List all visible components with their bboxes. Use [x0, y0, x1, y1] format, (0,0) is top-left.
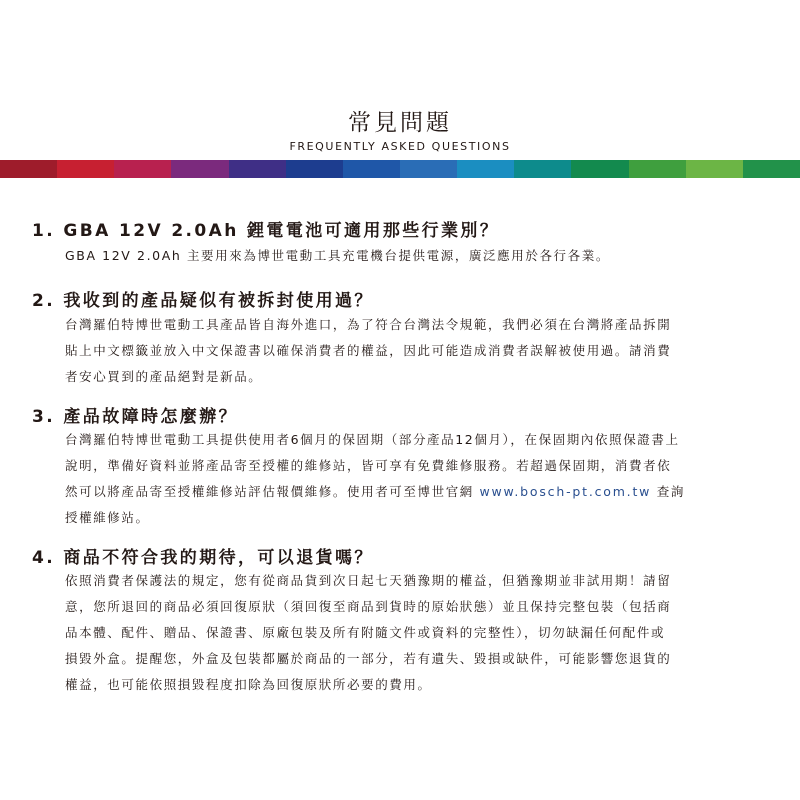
- faq-answer-line: 台灣羅伯特博世電動工具產品皆自海外進口，為了符合台灣法令規範，我們必須在台灣將產品拆開: [65, 317, 672, 332]
- faq-answer-line: 品本體、配件、贈品、保證書、原廠包裝及所有附隨文件或資料的完整性），切勿缺漏任何配件或: [65, 625, 666, 640]
- color-band-segment: [743, 160, 800, 178]
- faq-answer-line: 意，您所退回的商品必須回復原狀（須回復至商品到貨時的原始狀態）並且保持完整包裝（包括商: [65, 599, 672, 614]
- color-band-segment: [171, 160, 228, 178]
- faq-answer-4: [65, 568, 777, 698]
- faq-answer-line: 者安心買到的產品絕對是新品。: [65, 369, 263, 384]
- page-subtitle: FREQUENTLY ASKED QUESTIONS: [289, 140, 511, 153]
- faq-answer-line: GBA 12V 2.0Ah 主要用來為博世電動工具充電機台提供電源，廣泛應用於各行各業。: [65, 248, 610, 263]
- faq-answer-text: 然可以將產品寄至授權維修站評估報價維修。使用者可至博世官網: [65, 484, 480, 499]
- faq-answer-line: 說明，準備好資料並將產品寄至授權的維修站，皆可享有免費維修服務。若超過保固期，消費者依: [65, 458, 672, 473]
- faq-answer-2: [65, 312, 777, 390]
- bosch-website-link[interactable]: www.bosch-pt.com.tw: [479, 484, 652, 499]
- color-band-segment: [400, 160, 457, 178]
- faq-answer-text: 查詢: [651, 484, 685, 499]
- color-band-segment: [229, 160, 286, 178]
- page-title: 常見問題: [348, 110, 452, 136]
- faq-answer-line: 損毀外盒。提醒您，外盒及包裝都屬於商品的一部分，若有遺失、毀損或缺件，可能影響您退貨的: [65, 651, 672, 666]
- faq-question-3: 3. 產品故障時怎麼辦？: [32, 407, 239, 427]
- color-band-segment: [514, 160, 571, 178]
- color-band-segment: [286, 160, 343, 178]
- color-band-segment: [629, 160, 686, 178]
- faq-question-2: 2. 我收到的產品疑似有被拆封使用過？: [32, 291, 374, 311]
- color-band-segment: [57, 160, 114, 178]
- faq-answer-3: [65, 427, 777, 531]
- faq-answer-line: 授權維修站。: [65, 510, 150, 525]
- color-band-segment: [114, 160, 171, 178]
- faq-answer-line: 台灣羅伯特博世電動工具提供使用者6個月的保固期（部分產品12個月），在保固期內依照保證書上: [65, 432, 680, 447]
- color-band-segment: [0, 160, 57, 178]
- color-band: [0, 160, 800, 178]
- color-band-segment: [343, 160, 400, 178]
- faq-answer-line: [65, 479, 777, 505]
- faq-answer-line: 權益，也可能依照損毀程度扣除為回復原狀所必要的費用。: [65, 677, 432, 692]
- color-band-segment: [571, 160, 628, 178]
- color-band-segment: [457, 160, 514, 178]
- faq-answer-line: 貼上中文標籤並放入中文保證書以確保消費者的權益，因此可能造成消費者誤解被使用過。請消費: [65, 343, 672, 358]
- faq-question-4: 4. 商品不符合我的期待，可以退貨嗎？: [32, 548, 374, 568]
- faq-question-1: 1. GBA 12V 2.0Ah 鋰電電池可適用那些行業別？: [32, 221, 500, 241]
- faq-answer-line: 依照消費者保護法的規定，您有從商品貨到次日起七天猶豫期的權益，但猶豫期並非試用期！請留: [65, 573, 672, 588]
- faq-answer-1: [65, 243, 777, 269]
- color-band-segment: [686, 160, 743, 178]
